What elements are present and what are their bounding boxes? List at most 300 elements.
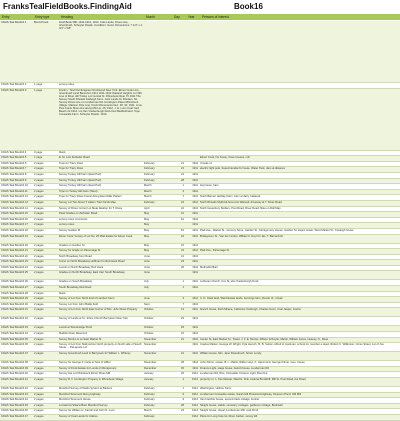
persons-cell: Center St, East Market St., Tower, J. F. E. Mercer, Wilson Schuyler, Martin, William Jones, Heaney Jr., Rose — [199, 337, 400, 343]
type-cell: 2 pages — [33, 361, 58, 367]
month-cell: February — [143, 392, 171, 398]
heading-cell: Grades on Garden St — [58, 243, 143, 249]
year-cell: 1911 — [185, 200, 199, 206]
entry-cell: CDHS Teal Book16.27 — [0, 286, 33, 292]
year-cell: 1911 — [185, 178, 199, 184]
year-cell: 1911 — [185, 234, 199, 243]
heading-cell: survey index — [58, 83, 143, 89]
month-cell: May — [143, 212, 171, 218]
persons-cell: Cowles Marker, George W. Wright, Fyfe Hersch, M. B. Sutton, Alfred H. Hartman, school lot, member a deed, Robert C. Wilkinson, Cross Street, Lot of Jos. — [199, 343, 400, 352]
persons-cell: Washington, Hollow, Farm — [199, 387, 400, 393]
heading-cell: Survey of Dixes Corner Lot Meat Dealtop for T. Dixes — [58, 206, 143, 212]
day-cell: 21 — [171, 167, 185, 173]
type-cell: 2 pages — [33, 392, 58, 398]
type-cell: 2 pages — [33, 184, 58, 190]
heading-cell: Topo for Tracy Drew — [58, 167, 143, 173]
month-cell: October — [143, 332, 171, 338]
year-cell: 1912 — [185, 387, 199, 393]
year-cell: 1911 — [185, 249, 199, 255]
persons-cell: Sleight house, stable, cemetery cottages, gardener cottage, Bookwell — [199, 403, 400, 409]
day-cell: 21 — [171, 254, 185, 260]
col-header-day: Day — [174, 15, 180, 19]
year-cell: 1912 — [185, 392, 199, 398]
entry-cell: CDHS Teal Book16.4 — [0, 150, 33, 156]
year-cell: 1911 — [185, 271, 199, 280]
day-cell: 31 — [171, 249, 185, 255]
type-cell: 2 pages — [33, 280, 58, 286]
type-cell: 2 pages — [33, 343, 58, 352]
heading-cell: Levels at Stonehedge Pond — [58, 326, 143, 332]
year-cell: 1911 — [185, 243, 199, 249]
type-cell: 2 pages — [33, 271, 58, 280]
year-cell: 1911 — [185, 167, 199, 173]
table-row — [0, 352, 400, 361]
heading-cell: Field Book 386, 1911-1912, 1913. Cole Lands, Dixes Line, Greenbush, Schuyler Roads. Condition: Good. Dimensions: 7 1/4" x 4 3/4" x 5/8" — [58, 21, 143, 83]
month-cell: February — [143, 172, 171, 178]
entry-cell: CDHS Teal Book16.11 — [0, 189, 33, 195]
entry-cell: CDHS Teal Book16.3 — [0, 88, 33, 150]
entry-cell: CDHS Teal Book16.34 — [0, 332, 33, 338]
entry-cell: CDHS Teal Book16.12 — [0, 195, 33, 201]
month-cell: July — [143, 286, 171, 292]
entry-cell: CDHS Teal Book16.7 — [0, 167, 33, 173]
heading-cell: Survey of Lands at St. Johns Church Barrytown New York — [58, 317, 143, 326]
year-cell: 1911 — [185, 326, 199, 332]
year-cell: 1911 — [185, 217, 199, 223]
persons-cell: John Kilmer, estate, B. L. Mattis, Wilbur Hoyt, K. Hammond, George Kilmer, Geo. Caves — [199, 361, 400, 367]
day-cell: 31 — [171, 243, 185, 249]
col-header-heading: Heading — [61, 15, 73, 19]
day-cell: 28 — [171, 178, 185, 184]
persons-cell: electric light pole, Superintendent's house, Water Tank, dam at distance — [199, 167, 400, 173]
day-cell: 24 — [171, 234, 185, 243]
persons-cell: Bridegroom St., Van der Linden, William F. Hoyt for Jas. T. Barnard lot — [199, 234, 400, 243]
table-row — [0, 21, 400, 83]
year-cell: 1911 — [185, 228, 199, 234]
month-cell: November — [143, 352, 171, 361]
type-cell: 2 pages — [33, 308, 58, 317]
year-cell: 1911 — [185, 332, 199, 338]
month-cell: June — [143, 271, 171, 280]
type-cell: 2 pages — [33, 337, 58, 343]
year-cell: 1911 — [185, 184, 199, 190]
year-cell: 1911 — [185, 172, 199, 178]
month-cell: March — [143, 189, 171, 195]
month-cell: December — [143, 361, 171, 367]
type-cell: 2 pages — [33, 297, 58, 303]
month-cell: February — [143, 167, 171, 173]
persons-cell: Lunderman Rd, W.H. Crossdale, Finance Light, Bost line — [199, 372, 400, 378]
persons-cell — [199, 317, 400, 326]
heading-cell: Survey of Lot from North East Corner of Mrs. John Dixes Property — [58, 308, 143, 317]
persons-cell: Elmer Cook, his house, three houses, mill — [199, 156, 400, 162]
heading-cell: Montford Tenement House — [58, 398, 143, 404]
month-cell: February — [143, 414, 171, 420]
day-cell: 21 — [171, 161, 185, 167]
table-row — [0, 271, 400, 280]
year-cell: 1911 — [185, 308, 199, 317]
year-cell: 1911 — [185, 254, 199, 260]
col-header-persons: Persons of Interest — [202, 15, 229, 19]
heading-cell: Survey Garden M — [58, 228, 143, 234]
month-cell: April — [143, 206, 171, 212]
heading-cell: Montford Tenement Along Highway — [58, 392, 143, 398]
heading-cell: Survey Turkey Hill Farm (East Part) — [58, 172, 143, 178]
entry-cell: CDHS Teal Book16.41 — [0, 378, 33, 387]
persons-cell: William Heroe, Mrs. Jane Rosenbush, Scism Lundy — [199, 352, 400, 361]
entry-cell: CDHS Teal Book16.40 — [0, 372, 33, 378]
type-cell: 2 pages — [33, 195, 58, 201]
entry-cell: CDHS Teal Book16.29 — [0, 297, 33, 303]
heading-cell: Grades on South Broadway — [58, 280, 143, 286]
month-cell: November — [143, 337, 171, 343]
year-cell: 1911 — [185, 343, 199, 352]
entry-cell: CDHS Teal Book16.33 — [0, 326, 33, 332]
type-cell: 2 pages — [33, 398, 58, 404]
year-cell: 1911 — [185, 337, 199, 343]
col-header-month: Month — [146, 15, 155, 19]
persons-cell: branch house, Ruth Mirana, Catherine Vosburgh, Charles Gunn, Coal Jasper, Gorton — [199, 308, 400, 317]
table-row — [0, 234, 400, 243]
type-cell: 2 pages — [33, 409, 58, 415]
heading-cell: Survey Greenbush Land in Barrytown for William L. Whitney — [58, 352, 143, 361]
heading-cell: South Broadway Red Hook — [58, 286, 143, 292]
entry-cell: CDHS Teal Book16.2 — [0, 83, 33, 89]
year-cell: 1912 — [185, 403, 199, 409]
type-cell: 2 pages — [33, 366, 58, 372]
month-cell: February — [143, 200, 171, 206]
entry-cell: CDHS Teal Book16.14 — [0, 206, 33, 212]
day-cell: 21 — [171, 172, 185, 178]
persons-cell: C. D. Clark land, Ward Estate lands, Jennings farm, Dexter rd., Creek — [199, 297, 400, 303]
type-cell: 2 pages — [33, 200, 58, 206]
type-cell: 2 pages — [33, 372, 58, 378]
day-cell: 23 — [171, 317, 185, 326]
persons-cell: Van bretcher house, second track cottage, lumber — [199, 398, 400, 404]
persons-cell: Finance Light, stage house, barrett house, Lunderman Rd — [199, 366, 400, 372]
type-cell: 2 pages — [33, 189, 58, 195]
year-cell: 1911 — [185, 361, 199, 367]
entry-cell: CDHS Teal Book16.16 — [0, 217, 33, 223]
heading-cell: blank — [58, 150, 143, 156]
type-cell: 2 pages — [33, 243, 58, 249]
persons-cell — [199, 271, 400, 280]
entry-cell: CDHS Teal Book16.18 — [0, 228, 33, 234]
type-cell: 2 pages — [33, 414, 58, 420]
day-cell: 9 — [171, 398, 185, 404]
day-cell: 26 — [171, 372, 185, 378]
month-cell: July — [143, 280, 171, 286]
entry-cell: CDHS Teal Book16.30 — [0, 302, 33, 308]
day-cell — [171, 88, 185, 150]
day-cell: 1 — [171, 387, 185, 393]
type-cell: 2 pages — [33, 403, 58, 409]
day-cell — [171, 414, 185, 420]
entry-cell: CDHS Teal Book16.44 — [0, 398, 33, 404]
entry-cell: CDHS Teal Book16.37 — [0, 352, 33, 361]
year-cell: 1911 — [185, 280, 199, 286]
year-cell — [185, 21, 199, 83]
day-cell: 31 — [171, 332, 185, 338]
type-cell: 2 pages — [33, 378, 58, 387]
month-cell: October — [143, 317, 171, 326]
persons-cell: North Greenbury Stollers, Post Road, River Road, Rise on Roll Map — [199, 206, 400, 212]
heading-cell: North Broadway Kent Road — [58, 254, 143, 260]
heading-cell: Grades on North Broadway, East Carr South Broadway — [58, 271, 143, 280]
type-cell: 2 pages — [33, 172, 58, 178]
column-header-row — [0, 14, 400, 20]
type-cell: 2 pages — [33, 249, 58, 255]
entry-cell: CDHS Teal Book16.6 — [0, 161, 33, 167]
type-cell: 2 pages — [33, 302, 58, 308]
year-cell: 1911 — [185, 223, 199, 229]
heading-cell: Survey Turkey Hill Farm (East Part) — [58, 184, 143, 190]
year-cell: 1911 — [185, 161, 199, 167]
year-cell: 1911 — [185, 297, 199, 303]
persons-cell: Plans for Lung Cole lot, River, barber, survey kill — [199, 414, 400, 420]
type-cell: 2 pages — [33, 212, 58, 218]
type-cell: 1 page — [33, 83, 58, 89]
day-cell: 26 — [171, 265, 185, 271]
year-cell: 1912 — [185, 398, 199, 404]
book-label: Book16 — [234, 2, 263, 11]
heading-cell: Survey Lot Tier About T station Tract Kinds Map — [58, 200, 143, 206]
heading-cell: Elmer Cook, Survey of Lot No. 26 Platt Estate for Elmer Cook — [58, 234, 143, 243]
table-row — [0, 308, 400, 317]
heading-cell: E. M. Low Zerbeiter Road — [58, 156, 143, 162]
entry-cell: CDHS Teal Book16.26 — [0, 280, 33, 286]
month-cell: May — [143, 228, 171, 234]
entry-cell: CDHS Teal Book16.9 — [0, 178, 33, 184]
month-cell: May — [143, 249, 171, 255]
type-cell: Bound book — [33, 21, 58, 83]
heading-cell: blank — [58, 291, 143, 297]
entry-cell: CDHS Teal Book16.38 — [0, 361, 33, 367]
heading-cell: Levels on North Broadway Red Hook — [58, 265, 143, 271]
type-cell: 2 pages — [33, 223, 58, 229]
heading-cell: Survey of Coal Lands for Adams — [58, 414, 143, 420]
day-cell: 9 — [171, 392, 185, 398]
month-cell: June — [143, 265, 171, 271]
heading-cell: Montford Survey of Radio System at Barkers — [58, 387, 143, 393]
year-cell: 1911 — [185, 195, 199, 201]
day-cell — [171, 21, 185, 83]
heading-cell: Survey for George F. Carle to Tess of Hillier — [58, 361, 143, 367]
type-cell: 2 pages — [33, 286, 58, 292]
heading-cell: survey notes — [58, 223, 143, 229]
year-cell: 1911 — [185, 286, 199, 292]
month-cell: June — [143, 297, 171, 303]
day-cell: 1 — [171, 286, 185, 292]
year-cell: 1911 — [185, 260, 199, 266]
month-cell: October — [143, 326, 171, 332]
heading-cell: Topo on Turkey Hill Farm (West) — [58, 189, 143, 195]
type-cell: 2 pages — [33, 217, 58, 223]
persons-cell: Methodist Barn — [199, 265, 400, 271]
day-cell: 4 — [171, 378, 185, 387]
day-cell: 1 — [171, 280, 185, 286]
heading-cell: Maddox Dam Reservoir — [58, 332, 143, 338]
col-header-year: Year — [188, 15, 195, 19]
type-cell: 2 pages — [33, 178, 58, 184]
year-cell: 1911 — [185, 265, 199, 271]
persons-cell: Lutheran Church, Fox St, Van Vredenburgh Dock — [199, 280, 400, 286]
year-cell: 1911 — [185, 206, 199, 212]
heading-cell: Frank L. Teal Civil Engineer Rockwood New York. Elmer Cook Line, Greenbush Land Bamerton 1911 1911-1912 Oakland Heights Lot 199 Line of River Hill Trolley Lot Central St. Rhinebeck Rear 70 1911 The Survey South Rhoads Fairleigh Farm. Cole Lands for Rhoden, No Survey Dixes Line on Lunderman Rd. Huntington Place Rhinebeck Village. Mattson Pole Line, Finck Monuments Dec. 28, 30, 1911. Lime Pine Frank Dixes line along Mill Lot, 26, 1912. J. E. Lunn Coal Yard Beach 22 1912. Lot Van Vredenburgh Dock Deri Bedfield land. Topo Coxsackie Farm. Schuyler Roads. 1913. — [58, 88, 143, 150]
heading-cell: survey notes comments — [58, 217, 143, 223]
month-cell: June — [143, 254, 171, 260]
type-cell: 2 pages — [33, 167, 58, 173]
heading-cell: Survey of Lot from Stall portion North property on North side of South Street ... DeLaporte Lot — [58, 343, 143, 352]
type-cell: 2 pages — [33, 317, 58, 326]
entry-cell: CDHS Teal Book16.36 — [0, 343, 33, 352]
entry-cell: CDHS Teal Book16.31 — [0, 308, 33, 317]
type-cell: 2 pages — [33, 254, 58, 260]
entry-cell: CDHS Teal Book16.22 — [0, 254, 33, 260]
persons-cell — [199, 21, 400, 83]
entry-cell: CDHS Teal Book16.46 — [0, 409, 33, 415]
month-cell: May — [143, 217, 171, 223]
type-cell: 1 page — [33, 156, 58, 162]
day-cell: 1 — [171, 184, 185, 190]
type-cell: 1 page — [33, 88, 58, 150]
heading-cell: Survey R. F. Huntington Property in Rhinebeck Village — [58, 378, 143, 387]
finding-aid-table — [0, 21, 400, 421]
year-cell: 1911 — [185, 352, 199, 361]
day-cell: 30 — [171, 366, 185, 372]
month-cell: March — [143, 184, 171, 190]
day-cell: 21 — [171, 352, 185, 361]
day-cell: 23 — [171, 260, 185, 266]
entry-cell: CDHS Teal Book16.1 — [0, 21, 33, 83]
persons-cell: property no. 1, Kent Estate, Ward E. Fink, Helena Brookhiff, Mill St. Post Road, Ast Road — [199, 378, 400, 387]
day-cell: 14 — [171, 308, 185, 317]
month-cell: February — [143, 387, 171, 393]
day-cell: 12 — [171, 217, 185, 223]
month-cell: November — [143, 343, 171, 352]
month-cell: January — [143, 372, 171, 378]
year-cell: 1911 — [185, 317, 199, 326]
entry-cell: CDHS Teal Book16.20 — [0, 243, 33, 249]
heading-cell: Survey for Grade on Parsonage St — [58, 249, 143, 255]
heading-cell: Survey of Lot from North End of Lambert Farm — [58, 297, 143, 303]
day-cell: 12 — [171, 212, 185, 218]
entry-cell: CDHS Teal Book16.13 — [0, 200, 33, 206]
entry-cell: CDHS Teal Book16.25 — [0, 271, 33, 280]
table-row — [0, 414, 400, 420]
heading-cell: Survey line Lot Rhinebeck Elmer Dixes Mill — [58, 372, 143, 378]
persons-cell: Platt Ave., Market St., Grocery Store, Garden St., Montgomery House, Garden St. steam sewer, West Market St., Foeleigh house — [199, 228, 400, 234]
year-cell: 1911 — [185, 189, 199, 195]
entry-cell: CDHS Teal Book16.47 — [0, 414, 33, 420]
year-cell: 1911 — [185, 212, 199, 218]
entry-cell: CDHS Teal Book16.15 — [0, 212, 33, 218]
month-cell: February — [143, 398, 171, 404]
heading-cell: Topo for Tracy Drew — [58, 161, 143, 167]
col-header-type: Entry type — [35, 15, 50, 19]
month-cell: Sept — [143, 302, 171, 308]
year-cell: 1911 — [185, 366, 199, 372]
table-row — [0, 343, 400, 352]
document-title: FranksTealFieldBooks.FindingAid — [3, 2, 132, 11]
heading-cell: Located at Shiarst Barn Montford Survey — [58, 403, 143, 409]
heading-cell: Curve on North Broadway Hoffman fro Red Hook Road — [58, 260, 143, 266]
type-cell: 2 pages — [33, 326, 58, 332]
type-cell: 3 page — [33, 150, 58, 156]
day-cell: 16 — [171, 228, 185, 234]
day-cell: 7 — [171, 302, 185, 308]
month-cell: October — [143, 308, 171, 317]
entry-cell: CDHS Teal Book16.45 — [0, 403, 33, 409]
day-cell — [171, 271, 185, 280]
entry-cell: CDHS Teal Book16.39 — [0, 366, 33, 372]
heading-cell: Survey Monk Lot on East Market St — [58, 337, 143, 343]
entry-cell: CDHS Teal Book16.19 — [0, 234, 33, 243]
persons-cell: Lunderman Coxsackie estate, Sarah Gill Pinewood Highway, Simpson Pond, Old Mill — [199, 392, 400, 398]
heading-cell: Survey for William H. Carroll and John D. Lunn — [58, 409, 143, 415]
persons-cell: Platt Ave., Parsonage St. — [199, 249, 400, 255]
heading-cell: Survey Lot from John Battle field — [58, 302, 143, 308]
day-cell: 26 — [171, 326, 185, 332]
type-cell: 2 pages — [33, 228, 58, 234]
persons-cell: Crooks rd — [199, 161, 400, 167]
heading-cell: Survey Turkey Hill Farm (East Part) — [58, 178, 143, 184]
month-cell: January — [143, 378, 171, 387]
entry-cell: CDHS Teal Book16.21 — [0, 249, 33, 255]
day-cell — [171, 343, 185, 352]
day-cell: 7 — [171, 195, 185, 201]
month-cell: February — [143, 161, 171, 167]
persons-cell: North Banner Holiday Farm, barn at dairy, bakkesk — [199, 195, 400, 201]
type-cell: 2 pages — [33, 387, 58, 393]
entry-cell: CDHS Teal Book16.42 — [0, 387, 33, 393]
day-cell: 23 — [171, 409, 185, 415]
title-row — [3, 2, 397, 12]
persons-cell: Sleight house, Hupel, Lunderman Mill, coal Pond — [199, 409, 400, 415]
day-cell: 21 — [171, 337, 185, 343]
month-cell: March — [143, 195, 171, 201]
heading-cell: Survey of Finck Estate for Lunds of Montgomery — [58, 366, 143, 372]
entry-cell: CDHS Teal Book16.43 — [0, 392, 33, 398]
type-cell: 2 pages — [33, 260, 58, 266]
month-cell: February — [143, 178, 171, 184]
heading-cell: Topo for Tracy Dixes Forest Along East Hillar Pattern — [58, 195, 143, 201]
day-cell: 24 — [171, 200, 185, 206]
col-header-entry: Entry — [2, 15, 10, 19]
entry-cell: CDHS Teal Book16.5 — [0, 156, 33, 162]
entry-cell: CDHS Teal Book16.35 — [0, 337, 33, 343]
month-cell: May — [143, 234, 171, 243]
persons-cell: North Rhoads Mythical Area cow Warwell, driveway at T. Dixes Road — [199, 200, 400, 206]
type-cell: 2 pages — [33, 265, 58, 271]
table-row — [0, 378, 400, 387]
entry-cell: CDHS Teal Book16.10 — [0, 184, 33, 190]
entry-cell: CDHS Teal Book16.24 — [0, 265, 33, 271]
month-cell: May — [143, 243, 171, 249]
type-cell: 2 pages — [33, 332, 58, 338]
month-cell: June — [143, 260, 171, 266]
year-cell: 1912 — [185, 409, 199, 415]
month-cell — [143, 88, 171, 150]
entry-cell: CDHS Teal Book16.28 — [0, 291, 33, 297]
entry-cell: CDHS Teal Book16.23 — [0, 260, 33, 266]
day-cell: 3 — [171, 189, 185, 195]
month-cell: May — [143, 223, 171, 229]
year-cell: 1911 — [185, 302, 199, 308]
year-cell: 1912 — [185, 378, 199, 387]
type-cell: 2 pages — [33, 161, 58, 167]
table-row — [0, 317, 400, 326]
